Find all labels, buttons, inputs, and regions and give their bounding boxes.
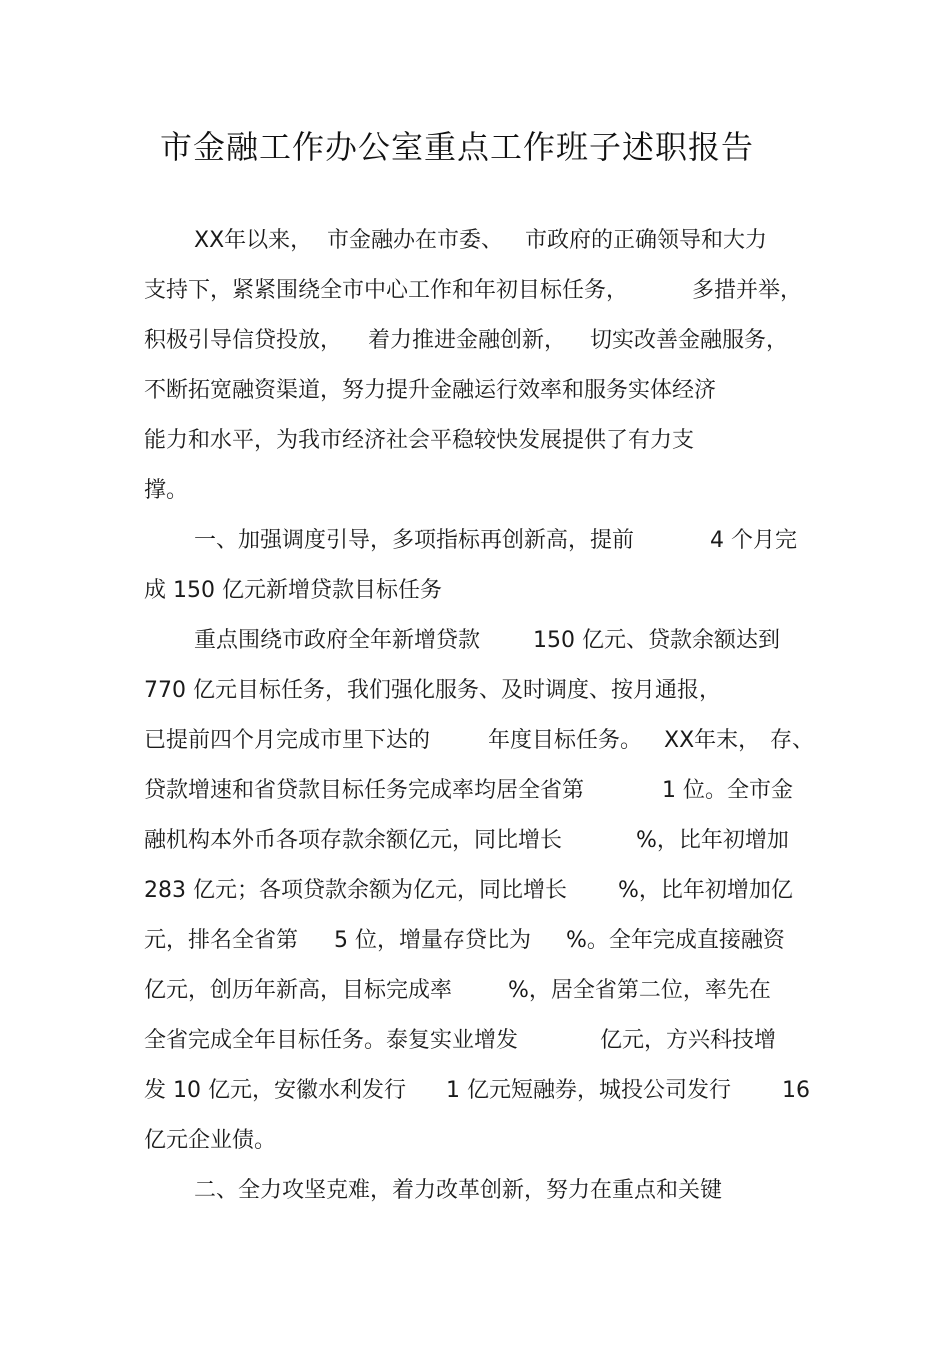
body-text-line: 发 10 亿元，安徽水利发行 xyxy=(144,1078,406,1103)
body-text-line: 存、 xyxy=(770,728,815,753)
body-text-line: 切实改善金融服务， xyxy=(590,328,789,353)
body-text-line: 不断拓宽融资渠道，努力提升金融运行效率和服务实体经济 xyxy=(144,378,717,403)
body-text-line: %，比年初增加亿 xyxy=(618,878,793,903)
body-text-line: 一、加强调度引导，多项指标再创新高，提前 xyxy=(194,528,635,553)
body-text-line: 融机构本外币各项存款余额亿元，同比增长 xyxy=(144,828,563,853)
body-text-line: %。全年完成直接融资 xyxy=(566,928,785,953)
body-text-line: 多措并举， xyxy=(692,278,803,303)
body-text-line: 能力和水平，为我市经济社会平稳较快发展提供了有力支 xyxy=(144,428,695,453)
body-text-line: %，居全省第二位，率先在 xyxy=(508,978,771,1003)
body-text-line: 150 亿元、贷款余额达到 xyxy=(533,628,780,653)
body-text-line: %，比年初增加 xyxy=(636,828,789,853)
body-text-line: 亿元企业债。 xyxy=(144,1128,277,1153)
body-text-line: 亿元，方兴科技增 xyxy=(600,1028,777,1053)
body-text-line: 重点围绕市政府全年新增贷款 xyxy=(194,628,481,653)
body-text-line: 5 位，增量存贷比为 xyxy=(334,928,531,953)
body-text-line: 撑。 xyxy=(144,478,189,503)
body-text-line: 积极引导信贷投放， xyxy=(144,328,343,353)
document-title: 市金融工作办公室重点工作班子述职报告 xyxy=(160,128,755,166)
body-text-line: 1 亿元短融券，城投公司发行 xyxy=(446,1078,731,1103)
body-text-line: 贷款增速和省贷款目标任务完成率均居全省第 xyxy=(144,778,585,803)
body-text-line: XX年以来， xyxy=(194,228,313,253)
body-text-line: 二、全力攻坚克难，着力改革创新，努力在重点和关键 xyxy=(194,1178,723,1203)
body-text-line: 770 亿元目标任务，我们强化服务、及时调度、按月通报， xyxy=(144,678,721,703)
body-text-line: 市政府的正确领导和大力 xyxy=(525,228,768,253)
body-text-line: 16 xyxy=(782,1078,810,1103)
body-text-line: 1 位。全市金 xyxy=(662,778,793,803)
body-text-line: 市金融办在市委、 xyxy=(327,228,504,253)
body-text-line: 年度目标任务。 xyxy=(488,728,643,753)
body-text-line: 283 亿元；各项贷款余额为亿元，同比增长 xyxy=(144,878,567,903)
body-text-line: 亿元，创历年新高，目标完成率 xyxy=(144,978,453,1003)
body-text-line: 着力推进金融创新， xyxy=(368,328,567,353)
body-text-line: 4 个月完 xyxy=(710,528,797,553)
body-text-line: 元，排名全省第 xyxy=(144,928,299,953)
body-text-line: 已提前四个月完成市里下达的 xyxy=(144,728,431,753)
body-text-line: 全省完成全年目标任务。泰复实业增发 xyxy=(144,1028,519,1053)
body-text-line: XX年末， xyxy=(664,728,761,753)
body-text-line: 成 150 亿元新增贷款目标任务 xyxy=(144,578,442,603)
body-text-line: 支持下，紧紧围绕全市中心工作和年初目标任务， xyxy=(144,278,629,303)
